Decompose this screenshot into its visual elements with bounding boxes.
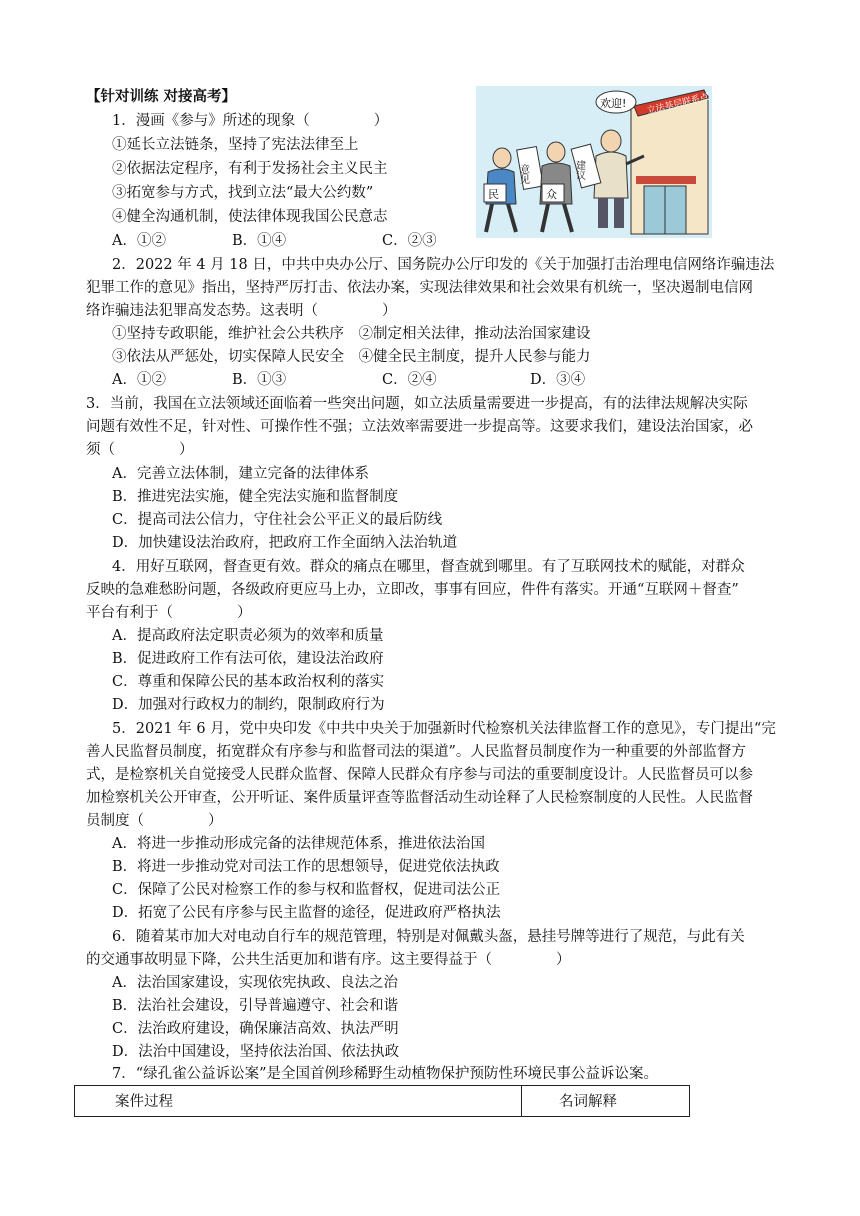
q6-stem-2: 的交通事故明显下降，公共生活更加和谐有序。这主要得益于（ ） <box>86 952 571 968</box>
q3-option-d: D．加快建设法治政府，把政府工作全面纳入法治轨道 <box>112 535 458 551</box>
shirt-text-1: 民 <box>488 188 499 201</box>
q5-stem-4: 加检察机关公开审查，公开听证、案件质量评查等监督活动生动诠释了人民检察制度的人民性。人民监督 <box>86 790 753 806</box>
sign-text: 立法基层联系点 <box>646 92 710 117</box>
q5-option-c: C．保障了公民对检察工作的参与权和监督权，促进司法公正 <box>112 882 501 898</box>
speech-bubble <box>596 91 636 113</box>
q1-item-4: ④健全沟通机制，使法律体现我国公民意志 <box>112 209 388 225</box>
q6-option-a: A．法治国家建设，实现依宪执政、良法之治 <box>112 975 398 991</box>
q2-option-b: B．①③ <box>232 372 287 388</box>
section-title: 【针对训练 对接高考】 <box>86 88 237 105</box>
q7-stem: 7．“绿孔雀公益诉讼案”是全国首例珍稀野生动植物保护预防性环境民事公益诉讼案。 <box>112 1066 659 1082</box>
cartoon-illustration <box>476 86 712 238</box>
q5-option-a: A．将进一步推动形成完备的法律规范体系，推进依法治国 <box>112 836 485 852</box>
q2-stem-3: 络诈骗违法犯罪高发态势。这表明（ ） <box>86 303 397 319</box>
q4-option-d: D．加强对行政权力的制约，限制政府行为 <box>112 697 385 713</box>
q2-option-a: A．①② <box>112 372 166 388</box>
q2-option-d: D．③④ <box>530 372 586 388</box>
q3-stem-1: 3．当前，我国在立法领域还面临着一些突出问题，如立法质量需要进一步提高，有的法律法规解决实际 <box>86 396 748 412</box>
q3-option-c: C．提高司法公信力，守住社会公平正义的最后防线 <box>112 512 443 528</box>
q2-stem-2: 犯罪工作的意见》指出，坚持严厉打击、依法办案，实现法律效果和社会效果有机统一，坚决遏制电信网 <box>86 280 753 296</box>
shirt-text-2: 众 <box>546 188 557 201</box>
q1-option-c: C．②③ <box>382 233 437 249</box>
q4-option-a: A．提高政府法定职责必须为的效率和质量 <box>112 628 384 644</box>
q6-option-d: D．法治中国建设，坚持依法治国、依法执政 <box>112 1044 400 1060</box>
q4-option-b: B．促进政府工作有法可依，建设法治政府 <box>112 651 384 667</box>
q2-items-1: ①坚持专政职能，维护社会公共秩序 ②制定相关法律，推动法治国家建设 <box>112 326 591 342</box>
q5-stem-3: 式，是检察机关自觉接受人民群众监督、保障人民群众有序参与司法的重要制度设计。人民监督员可以参 <box>86 767 753 783</box>
paper-text-1: 意见 <box>517 164 529 184</box>
q5-option-b: B．将进一步推动党对司法工作的思想领导，促进党依法执政 <box>112 859 500 875</box>
case-table <box>74 1085 690 1117</box>
q6-stem-1: 6．随着某市加大对电动自行车的规范管理，特别是对佩戴头盔，悬挂号牌等进行了规范，与此有关 <box>112 929 745 945</box>
q1-item-3: ③拓宽参与方式，找到立法“最大公约数” <box>112 185 374 201</box>
q5-stem-5: 员制度（ ） <box>86 813 223 829</box>
q6-option-b: B．法治社会建设，引导普遍遵守、社会和谐 <box>112 998 399 1014</box>
q1-item-1: ①延长立法链条，坚持了宪法法律至上 <box>112 137 359 153</box>
q3-stem-3: 须（ ） <box>86 442 194 458</box>
bubble-text: 欢迎! <box>600 97 627 110</box>
q3-option-b: B．推进宪法实施，健全宪法实施和监督制度 <box>112 489 399 505</box>
q1-item-2: ②依据法定程序，有利于发扬社会主义民主 <box>112 161 388 177</box>
q1-stem: 1．漫画《参与》所述的现象（ ） <box>112 113 389 129</box>
table-header-process: 案件过程 <box>115 1094 173 1110</box>
q1-option-a: A．①② <box>112 233 166 249</box>
q3-stem-2: 问题有效性不足，针对性、可操作性不强；立法效率需要进一步提高等。这要求我们，建设法治国家，必 <box>86 419 753 435</box>
q3-option-a: A．完善立法体制，建立完备的法律体系 <box>112 466 369 482</box>
q5-stem-2: 善人民监督员制度，拓宽群众有序参与和监督司法的渠道”。人民监督员制度作为一种重要的外部监督方 <box>86 744 746 760</box>
q4-option-c: C．尊重和保障公民的基本政治权利的落实 <box>112 674 385 690</box>
q5-option-d: D．拓宽了公民有序参与民主监督的途径，促进政府严格执法 <box>112 905 501 921</box>
q6-option-c: C．法治政府建设，确保廉洁高效、执法严明 <box>112 1021 399 1037</box>
q2-stem-1: 2．2022 年 4 月 18 日，中共中央办公厅、国务院办公厅印发的《关于加强打击治理电信网络诈骗违法 <box>112 257 775 273</box>
paper-text-2: 建议 <box>573 160 585 180</box>
q2-option-c: C．②④ <box>382 372 437 388</box>
table-header-terms: 名词解释 <box>559 1094 617 1110</box>
q4-stem-1: 4．用好互联网，督查更有效。群众的痛点在哪里，督查就到哪里。有了互联网技术的赋能，对群众 <box>112 559 745 575</box>
q4-stem-2: 反映的急难愁盼问题，各级政府更应马上办，立即改，事事有回应，件件有落实。开通“互联网＋督查” <box>86 582 739 598</box>
q5-stem-1: 5．2021 年 6 月，党中央印发《中共中央关于加强新时代检察机关法律监督工作的意见》，专门提出“完 <box>112 721 776 737</box>
q2-items-2: ③依法从严惩处，切实保障人民安全 ④健全民主制度，提升人民参与能力 <box>112 349 591 365</box>
q1-option-b: B．①④ <box>232 233 287 249</box>
q4-stem-3: 平台有利于（ ） <box>86 605 252 621</box>
